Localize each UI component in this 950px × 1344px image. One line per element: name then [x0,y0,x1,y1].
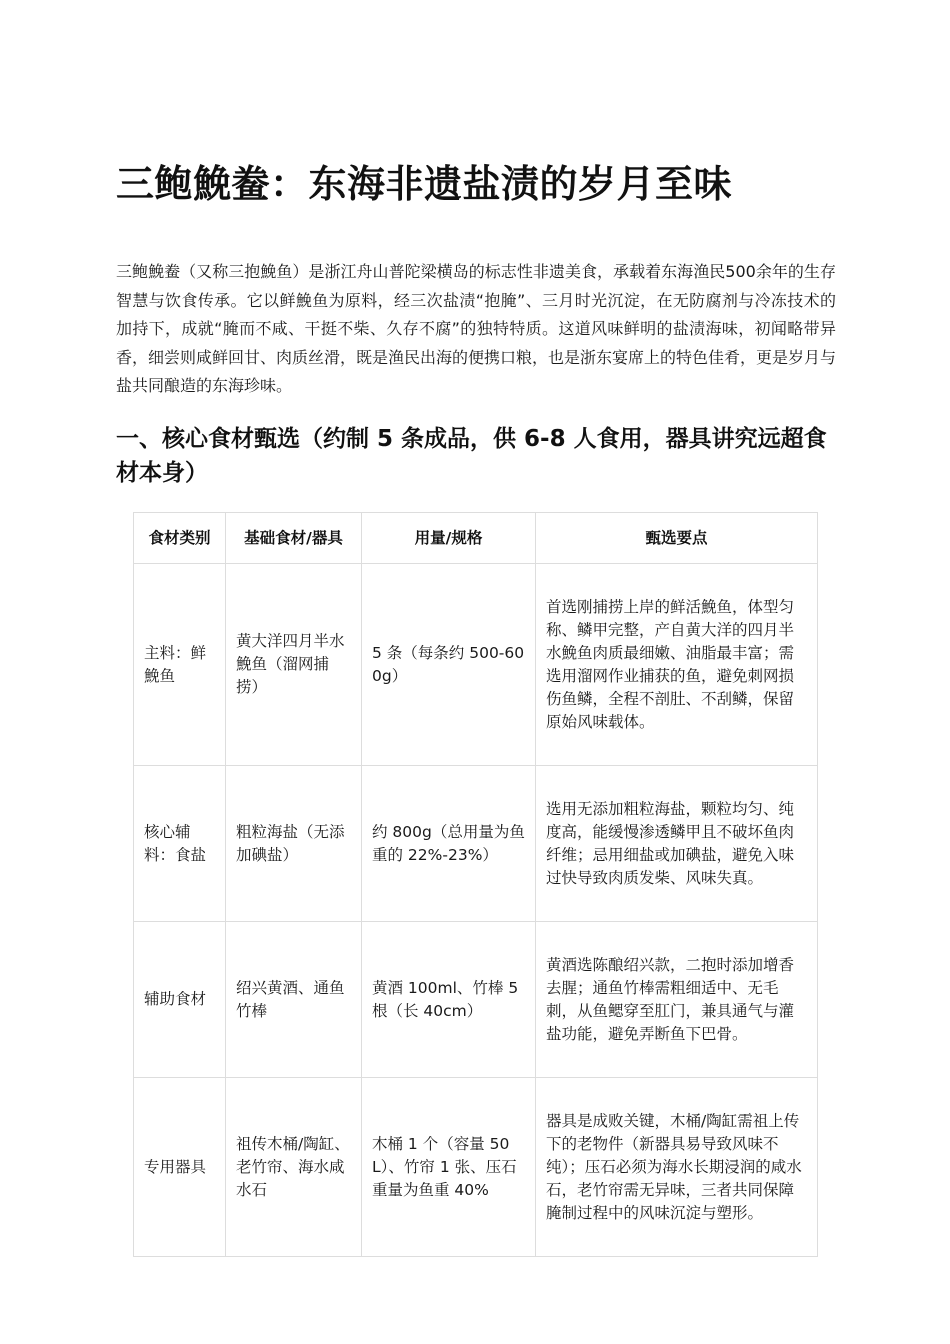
cell-amount: 黄酒 100ml、竹棒 5 根（长 40cm） [362,922,536,1078]
header-category: 食材类别 [134,513,226,564]
cell-amount: 约 800g（总用量为鱼重的 22%-23%） [362,766,536,922]
intro-paragraph: 三鲍鮸鲞（又称三抱鮸鱼）是浙江舟山普陀梁横岛的标志性非遗美食，承载着东海渔民500余年的生存智慧与饮食传承。它以鲜鮸鱼为原料，经三次盐渍“抱腌”、三月时光沉淀，在无防腐剂与冷冻技术的加持下，成就“腌而不咸、干挺不柴、久存不腐”的独特特质。这道风味鲜明的盐渍海味，初闻略带异香，细尝则咸鲜回甘、肉质丝滑，既是渔民出海的便携口粮，也是浙东宴席上的特色佳肴，更是岁月与盐共同酿造的东海珍味。 [116,262,837,395]
cell-item: 祖传木桶/陶缸、老竹帘、海水咸水石 [226,1078,362,1257]
header-amount: 用量/规格 [362,513,536,564]
table-row [134,1078,818,1257]
header-notes: 甄选要点 [536,513,818,564]
cell-category: 专用器具 [134,1078,226,1257]
table-row [134,922,818,1078]
cell-category: 核心辅料：食盐 [134,766,226,922]
cell-item: 绍兴黄酒、通鱼竹棒 [226,922,362,1078]
cell-notes: 首选刚捕捞上岸的鲜活鮸鱼，体型匀称、鳞甲完整，产自黄大洋的四月半水鮸鱼肉质最细嫩、油脂最丰富；需选用溜网作业捕获的鱼，避免刺网损伤鱼鳞，全程不剖肚、不刮鳞，保留原始风味载体。 [536,564,818,766]
cell-item: 黄大洋四月半水鮸鱼（溜网捕捞） [226,564,362,766]
cell-category: 主料：鲜鮸鱼 [134,564,226,766]
header-item: 基础食材/器具 [226,513,362,564]
cell-category: 辅助食材 [134,922,226,1078]
cell-amount: 木桶 1 个（容量 50L）、竹帘 1 张、压石重量为鱼重 40% [362,1078,536,1257]
ingredients-table [133,512,818,1257]
cell-item: 粗粒海盐（无添加碘盐） [226,766,362,922]
table-row [134,564,818,766]
cell-notes: 黄酒选陈酿绍兴款，二抱时添加增香去腥；通鱼竹棒需粗细适中、无毛刺，从鱼鳃穿至肛门，兼具通气与灌盐功能，避免弄断鱼下巴骨。 [536,922,818,1078]
table-row [134,766,818,922]
section-heading-ingredients: 一、核心食材甄选（约制 5 条成品，供 6-8 人食用，器具讲究远超食材本身） [116,426,827,486]
cell-notes: 器具是成败关键，木桶/陶缸需祖上传下的老物件（新器具易导致风味不纯）；压石必须为海水长期浸润的咸水石，老竹帘需无异味，三者共同保障腌制过程中的风味沉淀与塑形。 [536,1078,818,1257]
table-header-row [134,513,818,564]
cell-amount: 5 条（每条约 500-600g） [362,564,536,766]
cell-notes: 选用无添加粗粒海盐，颗粒均匀、纯度高，能缓慢渗透鳞甲且不破坏鱼肉纤维；忌用细盐或加碘盐，避免入味过快导致肉质发柴、风味失真。 [536,766,818,922]
page-title: 三鲍鮸鲞：东海非遗盐渍的岁月至味 [116,162,733,206]
